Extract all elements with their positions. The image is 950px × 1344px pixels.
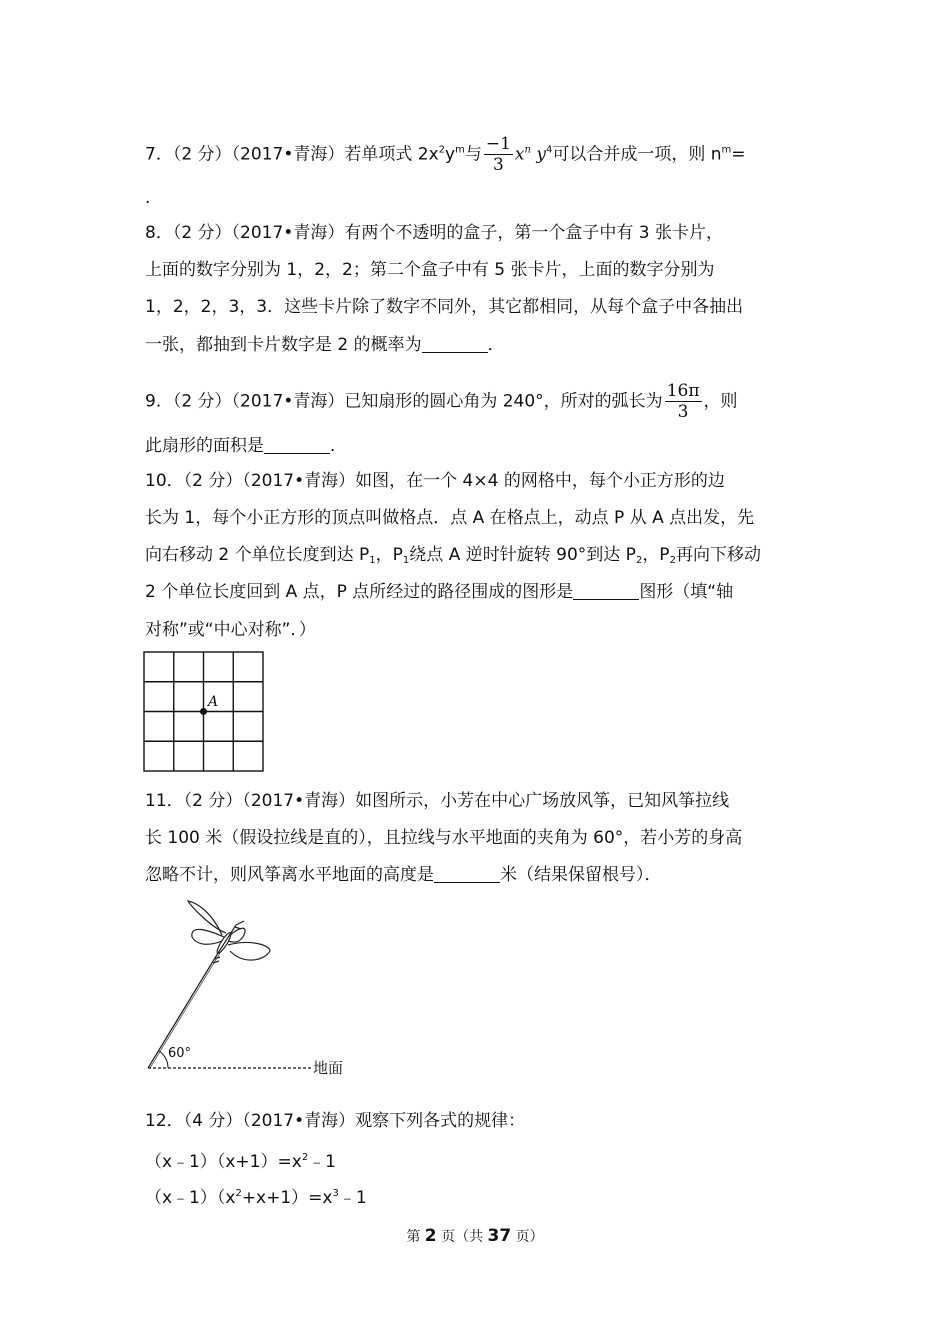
q12-formula1 xyxy=(145,1146,336,1174)
q7-score: （2 分） xyxy=(172,144,232,165)
q7-source: （2017•青海） xyxy=(231,144,345,165)
q8-line3: 1，2，2，3，3．这些卡片除了数字不同外，其它都相同，从每个盒子中各抽出 xyxy=(145,297,744,317)
q9-answer-blank xyxy=(264,435,330,454)
kite-figure xyxy=(140,895,360,1080)
q8-line4 xyxy=(145,333,505,357)
q12-f1-exp: 2 xyxy=(301,1152,309,1163)
q11-answer-blank xyxy=(434,864,500,883)
q12-f1-b: ﹣1 xyxy=(308,1152,337,1172)
q7-exp-n: n xyxy=(524,144,531,156)
q12-f2-c: ﹣1 xyxy=(338,1188,367,1208)
q10-l3-b: ，P xyxy=(375,545,403,565)
q12-f2-exp1: 2 xyxy=(235,1188,242,1199)
q7-frac-num: −1 xyxy=(485,134,511,154)
footer-total-pages: 37 xyxy=(487,1226,512,1246)
q10-l4-b: 图形（填“轴 xyxy=(639,582,734,602)
footer-prefix: 第 xyxy=(406,1229,425,1245)
q8-last-a: 一张，都抽到卡片数字是 2 的概率为 xyxy=(145,335,422,355)
q7-exp-m2: m xyxy=(721,144,732,156)
q11-line3 xyxy=(145,863,662,887)
footer-middle: 页（共 xyxy=(436,1229,488,1245)
q9-line2-b: ． xyxy=(330,436,347,456)
q7-text-b: 与 xyxy=(464,144,482,165)
q12-f1-a: （x﹣1）（x+1）=x xyxy=(145,1152,302,1172)
q7-exp-4: 4 xyxy=(545,144,553,156)
q10-line5: 对称”或“中心对称”．） xyxy=(145,620,316,640)
q11-line3-b: 米（结果保留根号）． xyxy=(500,865,662,885)
ground-label: 地面 xyxy=(313,1059,344,1077)
q7-text-y: y xyxy=(445,144,456,165)
q10-l3-sub1: 1 xyxy=(369,555,376,566)
grid-figure xyxy=(143,651,265,773)
q10-line4 xyxy=(145,580,733,604)
q11-line3-a: 忽略不计，则风筝离水平地面的高度是 xyxy=(145,865,434,885)
q10-l4-a: 2 个单位长度回到 A 点，P 点所经过的路径围成的图形是 xyxy=(145,582,574,602)
q10-line3 xyxy=(145,543,761,573)
angle-label: 60° xyxy=(168,1046,192,1061)
page-footer xyxy=(0,1226,950,1246)
q10-l3-sub3: 2 xyxy=(635,555,643,566)
q7-text-c: 可以合并成一项，则 n xyxy=(552,144,722,165)
q7-fraction xyxy=(484,134,513,175)
q7-exp-m: m xyxy=(455,144,465,156)
q7-line2: . xyxy=(145,188,151,208)
q9-text-a: 9．（2 分）（2017•青海）已知扇形的圆心角为 240°，所对的弧长为 xyxy=(145,391,663,412)
q8-line2: 上面的数字分别为 1，2，2；第二个盒子中有 5 张卡片，上面的数字分别为 xyxy=(145,260,715,280)
q9-line2 xyxy=(145,434,347,458)
q10-l3-sub4: 2 xyxy=(669,555,676,566)
q12-formula2 xyxy=(145,1182,367,1210)
q9-line2-a: 此扇形的面积是 xyxy=(145,436,264,456)
q9-fraction xyxy=(665,381,702,422)
q7-text-d: = xyxy=(731,144,746,165)
q10-line2: 长为 1，每个小正方形的顶点叫做格点．点 A 在格点上，动点 P 从 A 点出发，先 xyxy=(145,508,755,528)
footer-page-number: 2 xyxy=(424,1226,437,1246)
q8-last-b: ． xyxy=(487,335,505,355)
q7-text-a: 若单项式 2x xyxy=(344,144,439,165)
butterfly-kite-icon xyxy=(188,901,270,963)
q10-l3-d: ，P xyxy=(642,545,670,565)
q9-frac-den: 3 xyxy=(677,402,689,422)
q10-line1: 10．（2 分）（2017•青海）如图，在一个 4×4 的网格中，每个小正方形的边 xyxy=(145,471,725,491)
point-a-dot xyxy=(200,708,207,715)
q10-answer-blank xyxy=(573,581,639,600)
q11-line2: 长 100 米（假设拉线是直的），且拉线与水平地面的夹角为 60°，若小芳的身高 xyxy=(145,828,743,848)
q8-line1: 8．（2 分）（2017•青海）有两个不透明的盒子，第一个盒子中有 3 张卡片， xyxy=(145,223,723,243)
q12-f2-b: +x+1）=x xyxy=(241,1188,333,1208)
q10-l3-a: 向右移动 2 个单位长度到达 P xyxy=(145,545,370,565)
point-a-label: A xyxy=(208,694,219,710)
q12-line1: 12．（4 分）（2017•青海）观察下列各式的规律： xyxy=(145,1111,526,1131)
q10-l3-e: 再向下移动 xyxy=(675,545,761,565)
q10-l3-sub2: 1 xyxy=(402,555,410,566)
footer-suffix: 页） xyxy=(511,1229,544,1245)
q7-var-x: x xyxy=(514,144,525,165)
q10-l3-c: 绕点 A 逆时针旋转 90°到达 P xyxy=(409,545,636,565)
q12-f2-a: （x﹣1）（x xyxy=(145,1188,236,1208)
q9-text-b: ，则 xyxy=(703,391,738,412)
q7-line1 xyxy=(145,134,746,175)
angle-arc xyxy=(159,1051,168,1068)
q9-frac-num: 16π xyxy=(666,381,700,401)
q9-line1 xyxy=(145,381,738,422)
q7-number: 7． xyxy=(145,144,173,165)
q8-answer-blank xyxy=(422,334,488,353)
q7-exp-x: 2 xyxy=(438,144,446,156)
q7-frac-den: 3 xyxy=(492,155,504,175)
q12-f2-exp2: 3 xyxy=(332,1188,339,1199)
q11-line1: 11．（2 分）（2017•青海）如图所示，小芳在中心广场放风筝，已知风筝拉线 xyxy=(145,791,730,811)
q7-var-y: y xyxy=(536,144,546,165)
